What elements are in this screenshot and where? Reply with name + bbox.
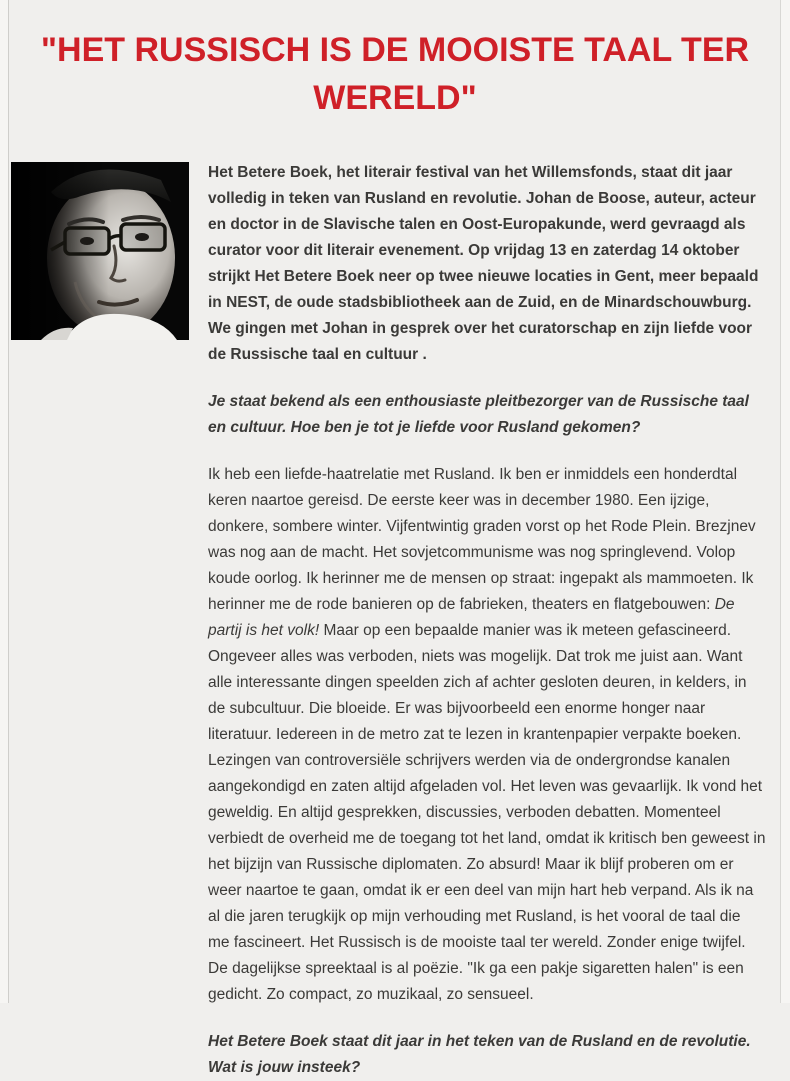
intro-paragraph: Het Betere Boek, het literair festival van het Willemsfonds, staat dit jaar volledig in teken van Rusland en revolutie. Johan de Boose, auteur, acteur en doctor in de Slavische talen en Oost-Europakunde, werd gevraagd als curator voor dit literair evenement. Op vrijdag 13 en zaterdag 14 oktober strijkt Het Betere Boek neer op twee nieuwe locaties in Gent, meer bepaald in NEST, de oude stadsbibliotheek aan de Zuid, en de Minardschouwburg. We gingen met Johan in gesprek over het curatorschap en zijn liefde voor de Russische taal en cultuur . [208, 164, 759, 363]
text-segment: Maar op een bepaalde manier was ik meteen gefascineerd. Ongeveer alles was verboden, niets was mogelijk. Dat trok me juist aan. Want alle interessante dingen speelden zich af achter gesloten deuren, in kelders, in de subcultuur. Die bloeide. Er was bijvoorbeeld een enorme honger naar literatuur. Iedereen in de metro zat te lezen in krantenpapier verpakte boeken. Lezingen van controversiële schrijvers werden via de ondergrondse kanalen aangekondigd en zaten altijd afgeladen vol. Het leven was gevaarlijk. Ik vond het geweldig. En altijd gesprekken, discussies, verboden debatten. Momenteel verbiedt de overheid me de toegang tot het land, omdat ik kritisch ben geweest in het bijzijn van Russische diplomaten. Zo absurd! Maar ik blijf proberen om er weer naartoe te gaan, omdat ik er een deel van mijn hart heb verpand. Als ik na al die jaren terugkijk op mijn verhouding met Rusland, is het vooral de taal die me fascineert. Het Russisch is de mooiste taal ter wereld. Zonder enige twijfel. De dagelijkse spreektaal is al poëzie. "Ik ga een pakje sigaretten halen" is een gedicht. Zo compact, zo muzikaal, zo sensueel. [208, 622, 766, 1003]
text-segment: De partij is het volk! [208, 596, 735, 639]
interview-question-2: Het Betere Boek staat dit jaar in het teken van de Rusland en de revolutie. Wat is jouw insteek? [208, 1033, 751, 1076]
portrait-photo [11, 162, 189, 340]
article-body [0, 160, 790, 1081]
interview-question-1: Je staat bekend als een enthousiaste pleitbezorger van de Russische taal en cultuur. Hoe ben je tot je liefde voor Rusland gekomen? [208, 393, 749, 436]
interview-answer-1 [208, 462, 766, 1008]
page-title: "HET RUSSISCH IS DE MOOISTE TAAL TER WERELD" [40, 31, 750, 117]
text-segment: Ik heb een liefde-haatrelatie met Rusland. Ik ben er inmiddels een honderdtal keren naartoe gereisd. De eerste keer was in december 1980. Een ijzige, donkere, sombere winter. Vijfentwintig graden vorst op het Rode Plein. Brezjnev was nog aan de macht. Het sovjetcommunisme was nog springlevend. Volop koude oorlog. Ik herinner me de mensen op straat: ingepakt als mammoeten. Ik herinner me de rode banieren op de fabrieken, theaters en flatgebouwen: [208, 466, 756, 613]
